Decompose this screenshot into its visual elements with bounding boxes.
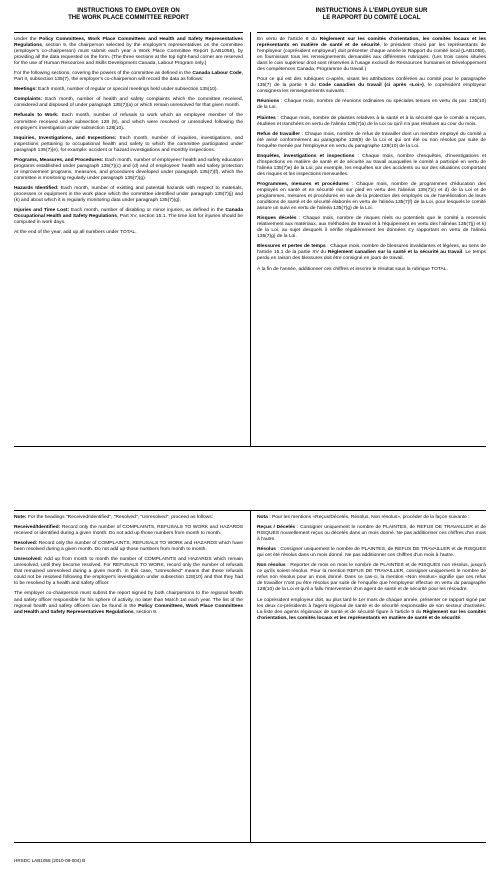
french-inquiries: Enquêtes, investigations et inspections : Chaque mois, nombre d'enquêtes, d'investigations et d'inspections en matière de santé et de sécurité au travail auxquelles le comité a participé en vertu de l'alinéa 135(7)e) de la Loi, par exemple, les enquêtes sur des accidents ou sur des situations comportant des risques et les inspections mensuelles. — [257, 153, 486, 177]
french-follow: Pour ce qui est des rubriques ci-après, visant les attributions conférées au comité pour le paragraphe 135(7) de la partie II du Code canadien du travail (ci après «Loi»), le coprésident employeur consignera les renseignements suivants : — [257, 77, 486, 95]
english-title — [14, 7, 243, 25]
english-unresolved: Unresolved: Add up from month to month the number of COMPLAINTS and HAZARDS which remain unresolved, until they become resolved. For REFUSALS TO WORK, record only the number of refusals that remained unresolved during a given month. In this case, "Unresolved" means that these refusals could not be resolved following the employer's investigation under subsection 128(10) and that they had to be resolved by a health and safety officer. — [14, 557, 243, 587]
english-note: Note: For the headings "Received/Identified", "Resolved", "Unresolved", proceed as follows: — [14, 515, 214, 520]
french-complaints: Plaintes : Chaque mois, nombre de plaintes relatives à la santé et à la sécurité que le comité a reçues, étudiées et tranchées en vertu de l'alinéa 135(7)a) de la Loi ou qu'il n'a pas résolues au cour du mois. — [257, 115, 486, 127]
french-upper-column — [257, 37, 486, 277]
french-top-rule — [257, 32, 486, 33]
english-received: Received/Identified: Record only the number of COMPLAINTS, REFUSALS TO WORK and HAZARDS received or identified during a given month. Do not add up those numbers from month to month. — [14, 525, 243, 537]
english-meetings: Meetings: Each month, number of regular or special meetings held under subsection 135(10). — [14, 87, 218, 93]
lower-bottom-rule — [14, 842, 486, 843]
french-submit: Le coprésident employeur doit, au plus tard le 1er mars de chaque année, présenter ce rapport signé par les deux co-présidents à l'agent régional de santé et de sécurité responsable de son secteur d'activités. La liste des agents régionaux de santé et de sécurité figure à l'article 9 du Règlement sur les comités d'orientation, les comités locaux et les représentants en matière de santé et de sécurité. — [257, 597, 486, 621]
english-title-line2: THE WORK PLACE COMMITTEE REPORT — [68, 14, 189, 22]
french-unresolved: Non résolus : Reporter de mois en mois le nombre de PLAINTES et de RISQUES non résolus, jusqu'à ce qu'ils soient résolus. Pour la mention REFUS DE TRAVAILLER, consigner uniquement le nombre de refus non résolus pour un mois donné. Dans ce cas-ci, la mention «Non résolus» signifie que ces refus de travailler n'ont pu être résolus par suite de l'enquête que l'employeur effectue en vertu du paragraphe 128(10) de la Loi et qu'il a fallu l'intervention d'un agent de santé et de sécurité pour les résoudre. — [257, 563, 487, 593]
upper-bottom-rule — [14, 446, 486, 447]
lower-column-divider — [250, 510, 251, 842]
french-received: Reçus / Décelés : Consigner uniquement le nombre de PLAINTES, de REFUS DE TRAVAILLER et de RISQUES nouvellement reçus ou décelés dans un mois donné. Ne pas additionner ces chiffres d'un mois à l'autre. — [257, 525, 486, 543]
english-inquiries: Inquiries, Investigations, and Inspections: Each month, number of inquiries, investigations, and inspections pertaining to occupational health and safety to which the committee participated under paragraph 135(7)(e), for example: accident or hazard investigations and monthly inspections. — [14, 135, 244, 153]
french-hazards: Risques décelés : Chaque mois, nombre de risques réels ou potentiels que le comité a recensés relativement aux matériaux, aux méthodes de travail et à l'équipement en vertu des l'alinéas 135(7)j) et k) de la Loi, au sujet desquels il vérifie régulièrement les données s'y rapportant en vertu de l'alinéa 135(7)g) de la Loi. — [257, 216, 486, 240]
english-title-line1: INSTRUCTIONS TO EMPLOYER ON — [77, 7, 180, 14]
english-refusals: Refusals to Work: Each month, number of refusals to work which an employee member of the committee received under subsection 128 (9), and which were resolved or unresolved following the employer's investigation under subsection 128(10). — [14, 113, 243, 131]
french-title — [257, 7, 486, 25]
english-follow: For the following sections, covering the powers of the committee as defined in the Canada Labour Code, Part II, subsection 135(7), the employer's co-chairperson will record the data as follows: — [14, 71, 243, 83]
french-year-end: À la fin de l'année, additionner ces chiffres et inscrire le résultat sous la rubrique TOTAL. — [257, 266, 448, 272]
french-refusals: Refus de travailler : Chaque mois, nombre de refus de travailler dont un membre employé du comité a été avisé conformément au paragraphe 128(9) de la Loi et qui ont été ou non résolus par suite de l'enquête menée par l'employeur en vertu du paragraphe 128(10) de la Loi. — [257, 131, 486, 149]
english-upper-column — [14, 37, 243, 240]
english-injuries: Injuries and Time Lost: Each month, number of disabling or minor injuries, as defined in the Canada Occupational Health and Safety Regulations, Part XV, section 15.1. The time lost for injuries should be computed in work days. — [14, 208, 243, 226]
french-intro: En vertu de l'article 9 du Règlement sur les comités d'orientation, les comités locaux et les représentants en matière de santé et de sécurité, le président choisi par les représentants de l'employeur (coprésident employeur) doit présenter chaque année le Rapport du comité local (LAB1058), en fournissant tous les renseignements demandés aux différentes rubriques. (Les trois cases situées dans le coin supérieur droit sont réservées à l'usage exclusif de Ressources humaines et Développement des compétences Canada, Programme du travail.) — [257, 37, 487, 73]
english-submit: The employer co-chairperson must submit the report signed by both chairpersons to the regional health and safety officer responsible for his sphere of activity, no later than March 1st each year. The list of the regional health and safety officers can be found in the Policy Committees, Work Place Committees and Health and Safety Representatives Regulations, section 9. — [14, 591, 243, 615]
english-top-rule — [14, 32, 243, 33]
french-lower-column — [257, 515, 486, 626]
english-intro: Under the Policy Committees, Work Place Committees and Health and Safety Representatives Regulations, section 9, the chairperson selected by the employer's representatives on the committee (employer's co-chairperson) must submit each year a Work Place Committee Report (LAB1058), by providing all the data requested on the form. (The three sections at the top right-hand corner are reserved for the use of Human Resources and Skills Development Canada, Labour Program only.) — [14, 37, 243, 67]
english-hazards: Hazards Identified: Each month, number of existing and potential hazards with respect to materials, processes or equipment in the work place which the committee identified under paragraph 135(7)(j) and (k) and about which it is regularly monitoring data under paragraph 135(7)(g). — [14, 185, 243, 204]
english-resolved: Resolved: Record only the number of COMPLAINTS, REFUSALS TO WORK and HAZARDS which have been resolved during a given month. Do not add up those numbers from month to month. — [14, 541, 243, 553]
form-number-footer: HRSDC LAB1058 (2010-08-004) B — [14, 858, 86, 863]
french-note: Nota : Pour les mentions «Reçus/Décelés, Résolus, Non résolus», procéder de la façon suivante : — [257, 515, 470, 520]
english-lower-column — [14, 515, 243, 620]
french-meetings: Réunions : Chaque mois, nombre de réunions ordinaires ou spéciales tenues en vertu du par. 135(10) de la Loi. — [257, 99, 486, 111]
upper-column-divider — [250, 32, 251, 446]
french-title-line2: LE RAPPORT DU COMITÉ LOCAL — [322, 14, 421, 22]
french-title-line1: INSTRUCTIONS À L'EMPLOYEUR SUR — [315, 7, 428, 14]
english-complaints: Complaints: Each month, number of health and safety complaints which the committee received, considered and disposed of under paragraph 135(7)(a) or which remain unresolved for that given month. — [14, 97, 243, 109]
english-programs: Programs, Measures, and Procedures: Each month, number of employees' health and safety education programs established under paragraph 135(7)(c) and (d) and of employees' health and safety protection or improvement programs, measures, and procedures developed under paragraph 135(7)(f), which the committee is monitoring regularly under paragraph 135(7)(g). — [14, 157, 243, 181]
french-resolved: Résolus : Consigner uniquement le nombre de PLAINTES, de REFUS DE TRAVAILLER et de RISQUES qui ont été résolus dans un mois donné. Ne pas additionner ces chiffres d'un mois à l'autre. — [257, 547, 486, 559]
french-injuries: Blessures et pertes de temps : Chaque mois, nombre de blessures invalidantes et légères, au sens de l'article 15.1 de la partie XV du Règlement canadien sur la santé et la sécurité au travail. Le temps perdu en raison des blessures doit être consigné en jours de travail. — [257, 244, 486, 262]
english-year-end: At the end of the year, add up all numbers under TOTAL. — [14, 230, 137, 236]
french-programs: Programmes, mesures et procédures : Chaque mois, nombre de programmes d'éducation des employés en santé et en sécurité mis sur pied en vertu des l'alinéas 135(7)c) et d) de la Loi et de programmes, mesures et procédures en vue de la protection des employés ou de l'amélioration de leurs conditions de santé et de sécurité élaborés en vertu de l'alinéa 135(7)f) de la Loi, pour lesquels le comité assure un suivi en vertu de l'alinéa 135(7)g) de la Loi. — [257, 181, 486, 212]
